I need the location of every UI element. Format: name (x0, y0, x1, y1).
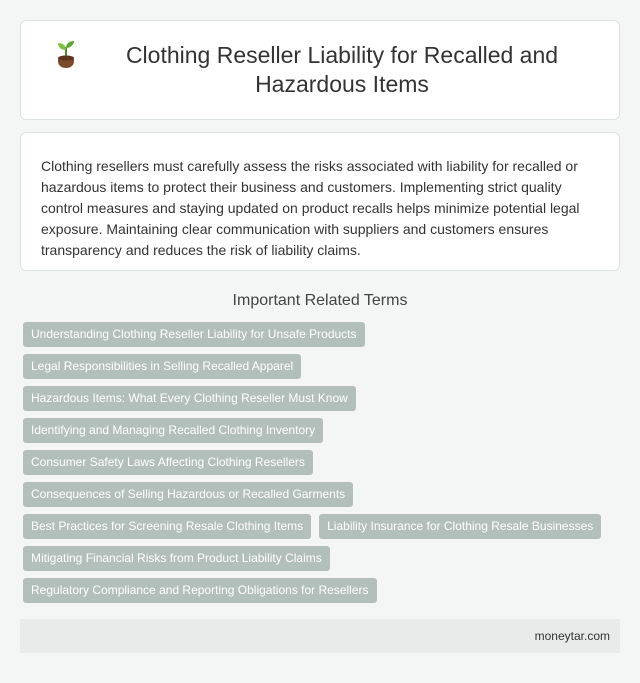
footer-site[interactable]: moneytar.com (534, 629, 610, 643)
term-tag[interactable]: Consequences of Selling Hazardous or Recalled Garments (23, 482, 353, 507)
term-tag[interactable]: Identifying and Managing Recalled Clothing Inventory (23, 418, 323, 443)
summary-card (20, 132, 620, 271)
summary-text: Clothing resellers must carefully assess the risks associated with liability for recalled or hazardous items to protect their business and customers. Implementing strict quality control measures and staying updated on product recalls helps minimize potential legal exposure. Maintaining clear communication with suppliers and customers ensures transparency and reduces the risk of liability claims. (41, 158, 580, 258)
header-inner (51, 41, 589, 99)
term-tag[interactable]: Hazardous Items: What Every Clothing Reseller Must Know (23, 386, 356, 411)
related-terms-heading: Important Related Terms (232, 292, 408, 309)
term-tag[interactable]: Consumer Safety Laws Affecting Clothing Resellers (23, 450, 313, 475)
term-tag[interactable]: Mitigating Financial Risks from Product Liability Claims (23, 546, 330, 571)
footer (20, 619, 620, 653)
page-title: Clothing Reseller Liability for Recalled and Hazardous Items (125, 42, 559, 97)
term-tag[interactable]: Best Practices for Screening Resale Clothing Items (23, 514, 311, 539)
term-tag[interactable]: Legal Responsibilities in Selling Recalled Apparel (23, 354, 301, 379)
term-tag[interactable]: Regulatory Compliance and Reporting Obligations for Resellers (23, 578, 377, 603)
sprout-icon (51, 39, 81, 69)
term-tag[interactable]: Liability Insurance for Clothing Resale Businesses (319, 514, 601, 539)
header-card (20, 20, 620, 120)
term-tag[interactable]: Understanding Clothing Reseller Liability for Unsafe Products (23, 322, 365, 347)
related-terms-list (20, 322, 623, 610)
